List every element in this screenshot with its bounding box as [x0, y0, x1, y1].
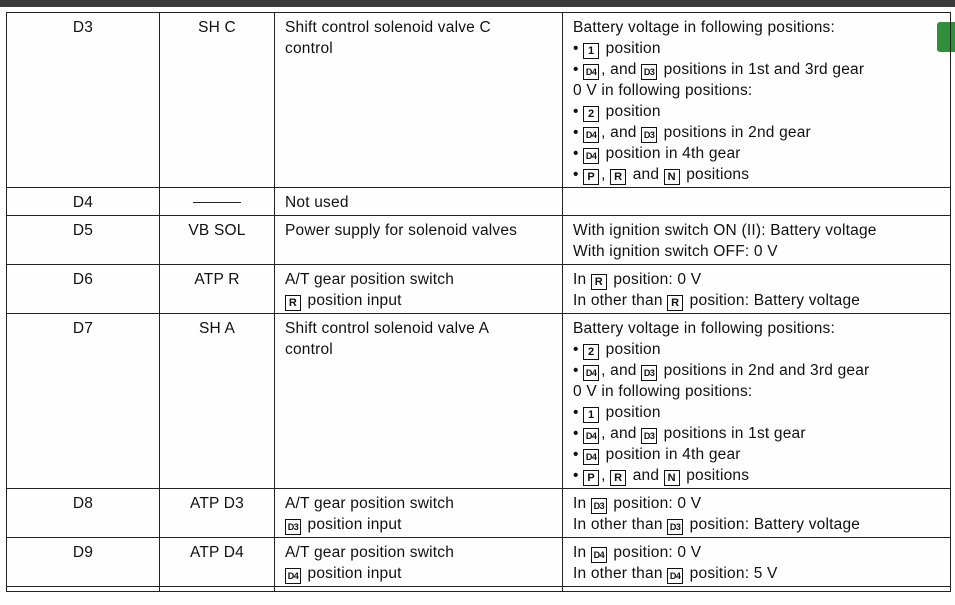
description-cell: [275, 314, 563, 489]
description-line: Power supply for solenoid valves: [285, 222, 518, 239]
signal-name: ATP D3: [189, 495, 245, 512]
bullet: •: [573, 61, 579, 78]
bullet: •: [573, 341, 579, 358]
position-key-icon: N: [664, 169, 680, 185]
cut-cell: [160, 587, 275, 592]
description-cell: [275, 489, 563, 538]
bullet: •: [573, 103, 579, 120]
position-key-icon: R: [667, 295, 683, 311]
table-row-cut-off: [7, 587, 951, 592]
bullet: •: [573, 425, 579, 442]
position-key-icon: 1: [583, 43, 599, 59]
position-key-icon: D4: [285, 568, 301, 584]
description-cell: [275, 216, 563, 265]
position-key-icon: R: [591, 274, 607, 290]
description-line: Not used: [285, 194, 349, 211]
condition-joiner: ,: [601, 166, 606, 183]
position-key-icon: R: [610, 470, 626, 486]
condition-prefix: In: [573, 544, 587, 561]
bullet: •: [573, 40, 579, 57]
condition-line: [573, 563, 942, 584]
condition-line: [573, 493, 942, 514]
condition-text: position: [605, 103, 661, 120]
bullet: •: [573, 145, 579, 162]
top-edge-bar: [0, 0, 955, 7]
condition-line: [573, 101, 942, 122]
condition-text: 0 V in following positions:: [573, 82, 753, 99]
condition-cell: [563, 538, 951, 587]
position-key-icon: P: [583, 169, 599, 185]
condition-line: [573, 143, 942, 164]
position-key-icon: D3: [667, 519, 683, 535]
condition-text: positions in 1st gear: [663, 425, 806, 442]
condition-text: position: [605, 40, 661, 57]
condition-line: [573, 290, 942, 311]
position-key-icon: D4: [583, 127, 599, 143]
description-line: Shift control solenoid valve C: [285, 19, 491, 36]
condition-cell: [563, 489, 951, 538]
description-cell: [275, 265, 563, 314]
condition-text: positions in 1st and 3rd gear: [663, 61, 865, 78]
position-key-icon: D4: [583, 428, 599, 444]
terminal-cell: D8: [7, 489, 160, 538]
condition-joiner: , and: [601, 61, 637, 78]
condition-line: [573, 381, 942, 402]
bullet: •: [573, 404, 579, 421]
condition-text: position: 0 V: [613, 495, 702, 512]
position-key-icon: P: [583, 470, 599, 486]
description-line: [285, 514, 554, 535]
condition-cell: [563, 265, 951, 314]
description-cell: [275, 13, 563, 188]
terminal-table: [6, 12, 951, 592]
condition-line: [573, 269, 942, 290]
description-line: A/T gear position switch: [285, 544, 455, 561]
position-key-icon: D3: [641, 428, 657, 444]
terminal-cell: D3: [7, 13, 160, 188]
cut-cell: [563, 587, 951, 592]
signal-cell: [160, 314, 275, 489]
position-key-icon: R: [285, 295, 301, 311]
condition-cell: [563, 188, 951, 216]
condition-text: position: 5 V: [689, 565, 778, 582]
position-key-icon: D4: [591, 547, 607, 563]
dash-line: [193, 202, 241, 203]
condition-line: [573, 241, 942, 262]
condition-line: [573, 402, 942, 423]
description-line: A/T gear position switch: [285, 271, 455, 288]
table-row: [7, 188, 951, 216]
signal-cell: [160, 13, 275, 188]
terminal-cell: D5: [7, 216, 160, 265]
position-key-icon: D3: [641, 127, 657, 143]
description-line: control: [285, 341, 333, 358]
signal-name: ATP D4: [189, 544, 245, 561]
description-text: position input: [307, 292, 402, 309]
position-key-icon: N: [664, 470, 680, 486]
signal-name: VB SOL: [188, 222, 246, 239]
condition-text: position in 4th gear: [605, 145, 741, 162]
table-row: [7, 265, 951, 314]
condition-cell: [563, 314, 951, 489]
condition-line: [573, 514, 942, 535]
condition-joiner: , and: [601, 362, 637, 379]
cut-cell: [275, 587, 563, 592]
condition-text: position in 4th gear: [605, 446, 741, 463]
description-line: A/T gear position switch: [285, 495, 455, 512]
terminal-cell: D7: [7, 314, 160, 489]
bullet: •: [573, 467, 579, 484]
description-line: control: [285, 40, 333, 57]
position-key-icon: 1: [583, 407, 599, 423]
table-row: [7, 538, 951, 587]
position-key-icon: D3: [591, 498, 607, 514]
position-key-icon: D4: [583, 148, 599, 164]
position-key-icon: D3: [641, 365, 657, 381]
condition-joiner: , and: [601, 124, 637, 141]
condition-line: [573, 80, 942, 101]
condition-joiner: and: [632, 467, 660, 484]
condition-text: 0 V in following positions:: [573, 383, 753, 400]
position-key-icon: D4: [583, 365, 599, 381]
signal-cell: [160, 188, 275, 216]
bullet: •: [573, 124, 579, 141]
cut-cell: [7, 587, 160, 592]
condition-text: position: [605, 404, 661, 421]
signal-cell: [160, 538, 275, 587]
condition-line: [573, 465, 942, 486]
description-cell: [275, 188, 563, 216]
table-row: [7, 314, 951, 489]
condition-cell: [563, 13, 951, 188]
condition-cell: [563, 216, 951, 265]
condition-line: [573, 220, 942, 241]
condition-text: positions in 2nd and 3rd gear: [663, 362, 870, 379]
description-line: Shift control solenoid valve A: [285, 320, 490, 337]
condition-text: position: Battery voltage: [689, 292, 861, 309]
condition-line: [573, 122, 942, 143]
bullet: •: [573, 166, 579, 183]
position-key-icon: D3: [641, 64, 657, 80]
position-key-icon: D4: [583, 449, 599, 465]
condition-line: [573, 542, 942, 563]
signal-name: ATP R: [194, 271, 240, 288]
position-key-icon: 2: [583, 344, 599, 360]
signal-name: SH A: [198, 320, 236, 337]
condition-prefix: In other than: [573, 292, 663, 309]
condition-text: position: 0 V: [613, 544, 702, 561]
description-line: [285, 563, 554, 584]
position-key-icon: R: [610, 169, 626, 185]
position-key-icon: 2: [583, 106, 599, 122]
description-text: position input: [307, 516, 402, 533]
condition-line: [573, 38, 942, 59]
condition-text: With ignition switch ON (II): Battery voltage: [573, 222, 877, 239]
condition-text: position: [605, 341, 661, 358]
bullet: •: [573, 362, 579, 379]
table-row: [7, 216, 951, 265]
condition-line: [573, 444, 942, 465]
condition-joiner: and: [632, 166, 660, 183]
condition-line: [573, 423, 942, 444]
description-cell: [275, 538, 563, 587]
condition-line: [573, 17, 942, 38]
terminal-cell: D4: [7, 188, 160, 216]
condition-joiner: , and: [601, 425, 637, 442]
condition-text: positions: [686, 166, 750, 183]
condition-line: [573, 59, 942, 80]
terminal-cell: D9: [7, 538, 160, 587]
condition-line: [573, 164, 942, 185]
position-key-icon: D4: [583, 64, 599, 80]
condition-text: position: 0 V: [613, 271, 702, 288]
terminal-cell: D6: [7, 265, 160, 314]
terminal-table-body: [7, 13, 951, 592]
bullet: •: [573, 446, 579, 463]
condition-text: positions in 2nd gear: [663, 124, 811, 141]
table-row: [7, 489, 951, 538]
signal-cell: [160, 489, 275, 538]
table-row: [7, 13, 951, 188]
condition-prefix: In: [573, 271, 587, 288]
condition-text: positions: [686, 467, 750, 484]
condition-prefix: In other than: [573, 565, 663, 582]
condition-prefix: In: [573, 495, 587, 512]
condition-text: With ignition switch OFF: 0 V: [573, 243, 778, 260]
condition-text: position: Battery voltage: [689, 516, 861, 533]
condition-text: Battery voltage in following positions:: [573, 19, 835, 36]
condition-text: Battery voltage in following positions:: [573, 320, 835, 337]
condition-line: [573, 360, 942, 381]
condition-joiner: ,: [601, 467, 606, 484]
signal-name: SH C: [198, 19, 236, 36]
position-key-icon: D4: [667, 568, 683, 584]
description-line: [285, 290, 554, 311]
condition-line: [573, 339, 942, 360]
condition-prefix: In other than: [573, 516, 663, 533]
description-text: position input: [307, 565, 402, 582]
condition-line: [573, 318, 942, 339]
signal-cell: [160, 216, 275, 265]
signal-cell: [160, 265, 275, 314]
position-key-icon: D3: [285, 519, 301, 535]
